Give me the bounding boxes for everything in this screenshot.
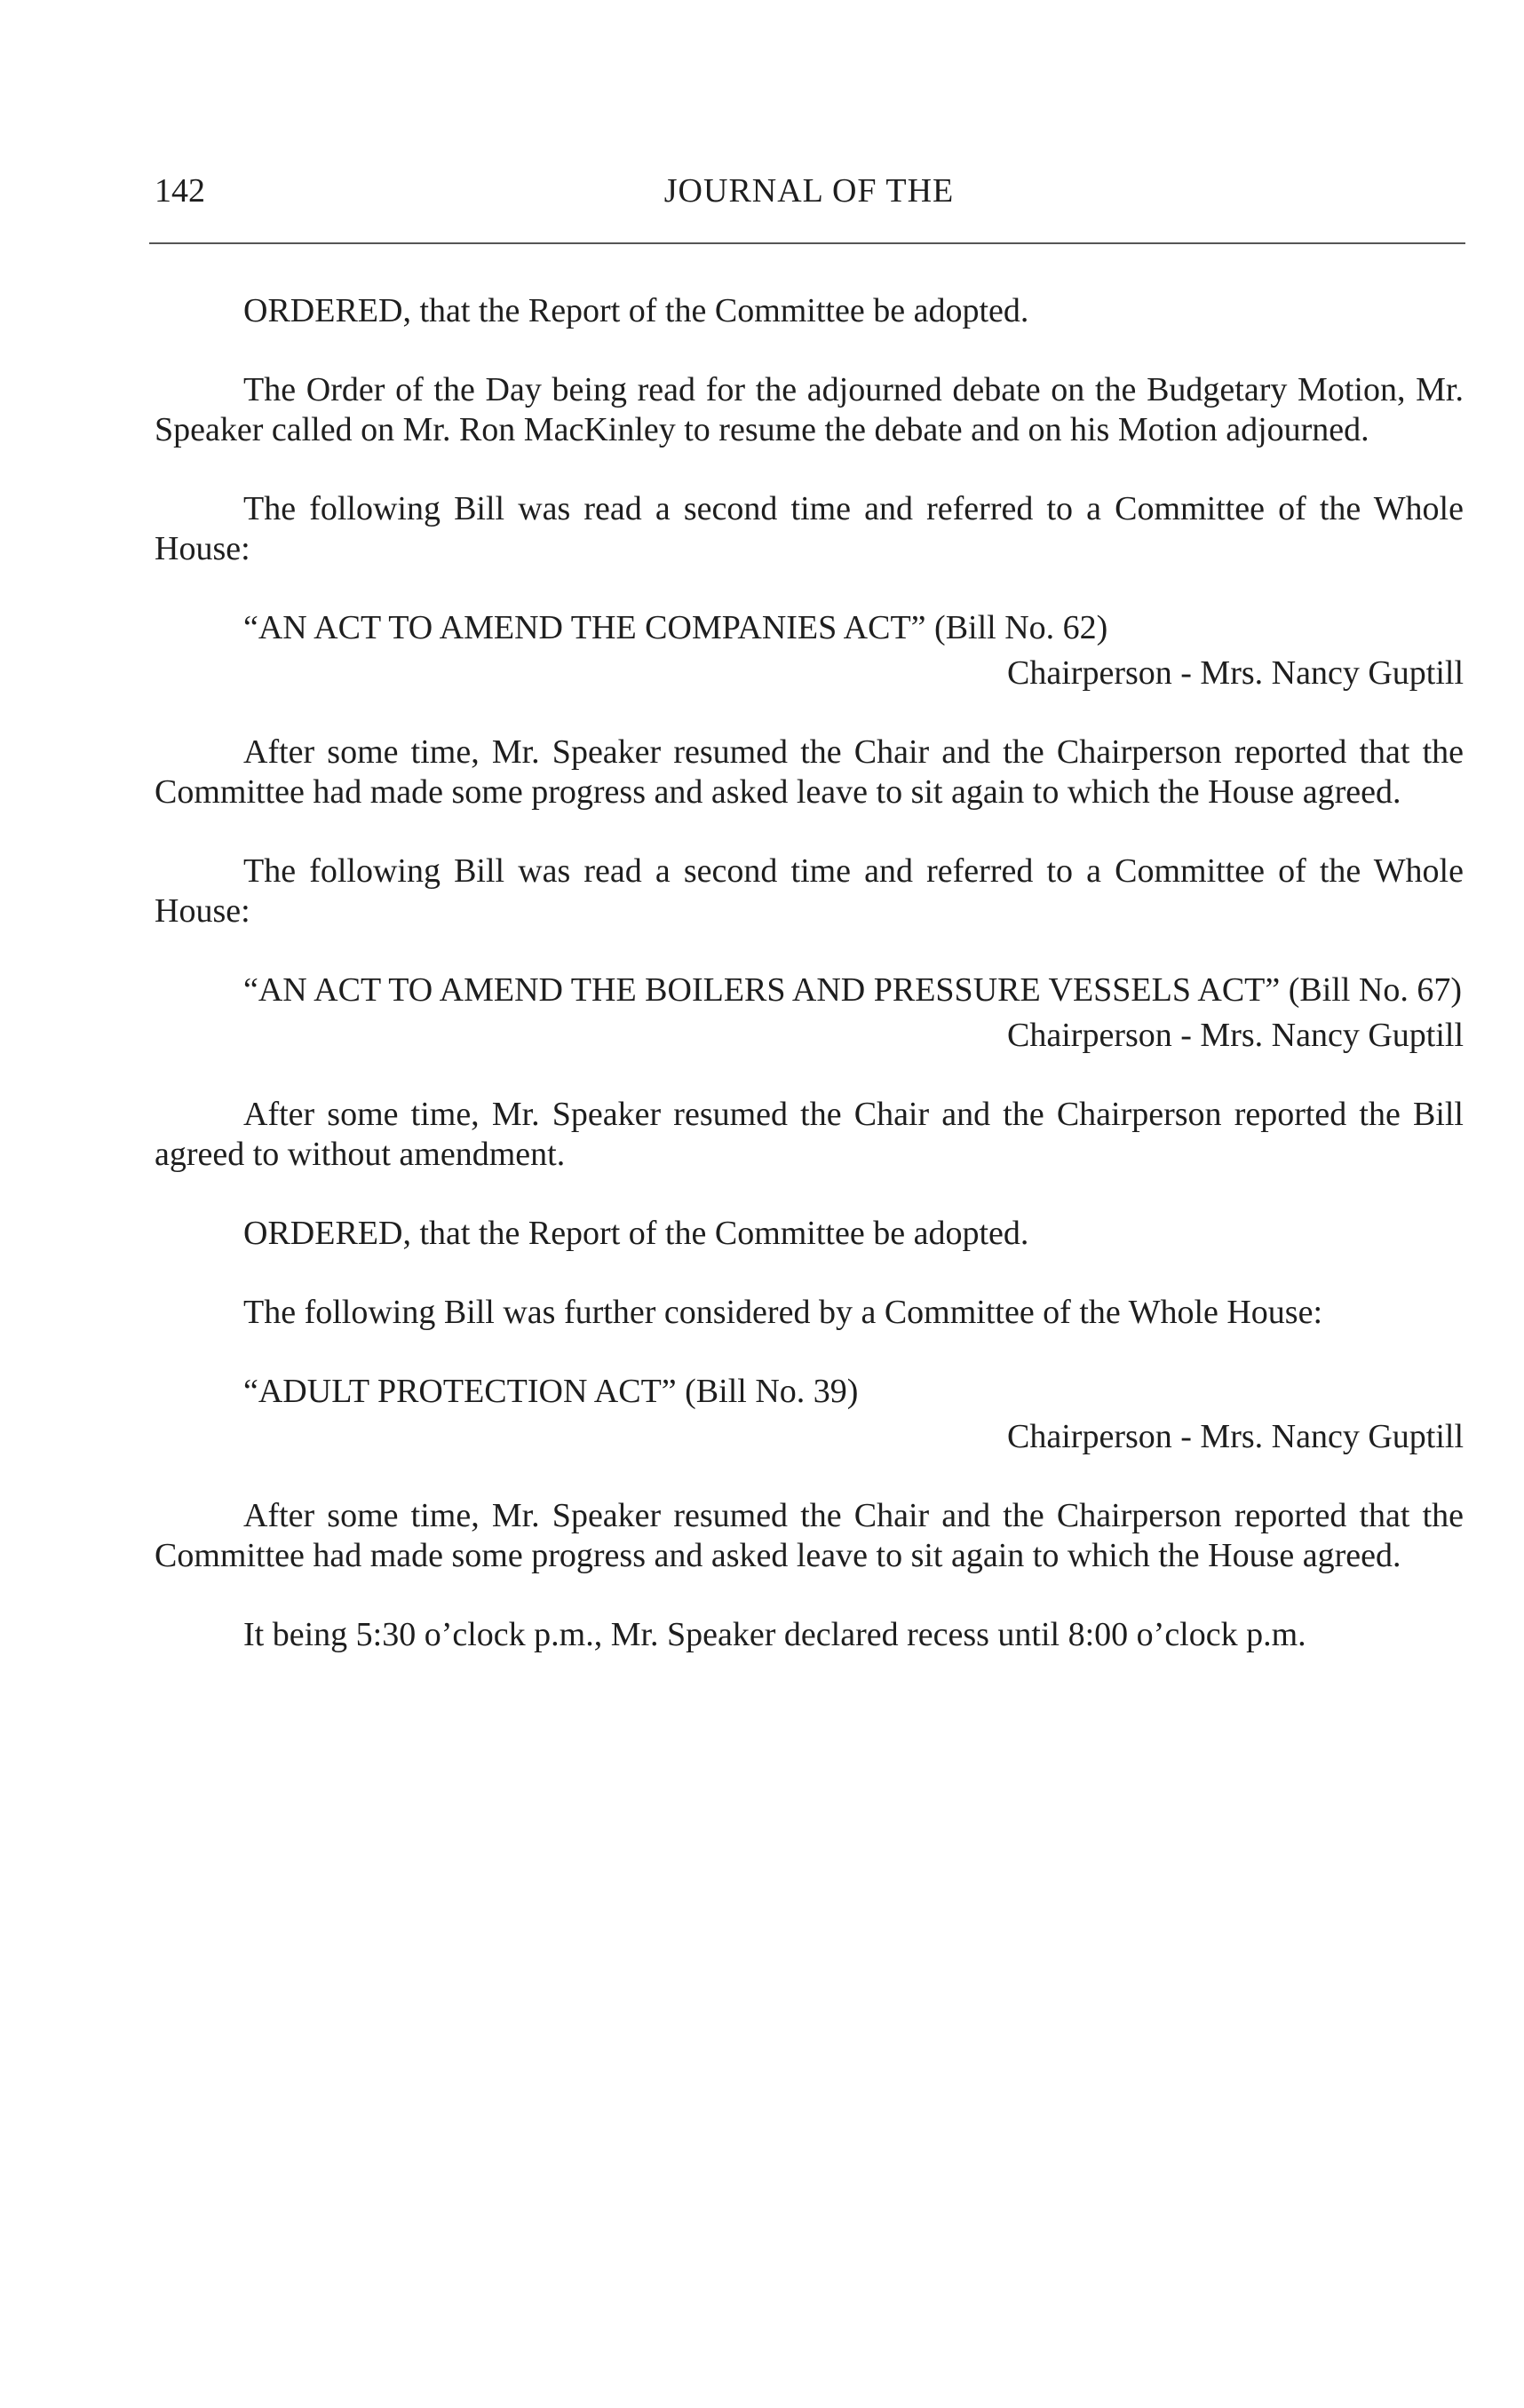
chairperson-line: Chairperson - Mrs. Nancy Guptill bbox=[1007, 654, 1464, 692]
page-number: 142 bbox=[155, 172, 205, 210]
bill-title: “AN ACT TO AMEND THE COMPANIES ACT” (Bill No. 62) bbox=[243, 609, 1108, 646]
header-rule bbox=[149, 242, 1465, 244]
chairperson-line: Chairperson - Mrs. Nancy Guptill bbox=[1007, 1017, 1464, 1054]
running-title: JOURNAL OF THE bbox=[663, 172, 955, 210]
committee-report-paragraph: After some time, Mr. Speaker resumed the Chair and the Chairperson reported the Bill agreed to without amendment. bbox=[155, 1096, 1464, 1173]
further-considered-paragraph: The following Bill was further considered by a Committee of the Whole House: bbox=[243, 1294, 1323, 1331]
budget-debate-paragraph: The Order of the Day being read for the adjourned debate on the Budgetary Motion, Mr. Speaker called on Mr. Ron MacKinley to resume the debate and on his Motion adjourned. bbox=[155, 371, 1464, 448]
page-header bbox=[155, 169, 1464, 213]
recess-paragraph: It being 5:30 o’clock p.m., Mr. Speaker declared recess until 8:00 o’clock p.m. bbox=[243, 1616, 1306, 1653]
ordered-paragraph: ORDERED, that the Report of the Committee be adopted. bbox=[243, 1215, 1029, 1252]
chairperson-line: Chairperson - Mrs. Nancy Guptill bbox=[1007, 1418, 1464, 1455]
second-reading-paragraph: The following Bill was read a second time and referred to a Committee of the Whole House: bbox=[155, 852, 1464, 930]
committee-report-paragraph: After some time, Mr. Speaker resumed the Chair and the Chairperson reported that the Committee had made some progress and asked leave to sit again to which the House agreed. bbox=[155, 733, 1464, 811]
bill-title: “ADULT PROTECTION ACT” (Bill No. 39) bbox=[243, 1373, 859, 1410]
committee-report-paragraph: After some time, Mr. Speaker resumed the Chair and the Chairperson reported that the Committee had made some progress and asked leave to sit again to which the House agreed. bbox=[155, 1497, 1464, 1574]
ordered-paragraph: ORDERED, that the Report of the Committee be adopted. bbox=[243, 292, 1029, 329]
second-reading-paragraph: The following Bill was read a second time and referred to a Committee of the Whole House: bbox=[155, 490, 1464, 567]
bill-title: “AN ACT TO AMEND THE BOILERS AND PRESSURE VESSELS ACT” (Bill No. 67) bbox=[243, 971, 1463, 1009]
journal-body bbox=[155, 291, 1464, 1655]
